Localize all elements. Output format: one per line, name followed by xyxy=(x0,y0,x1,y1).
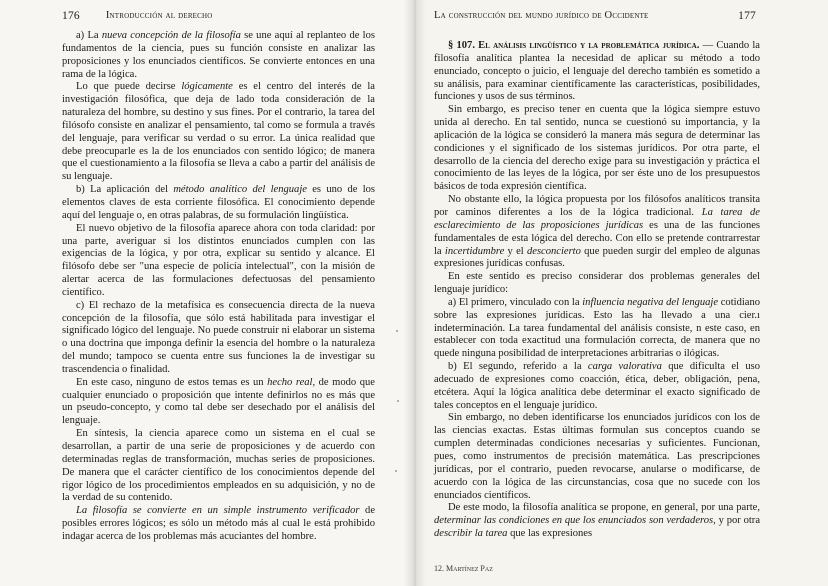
text-run: es uno de los elementos claves de esta corriente filosófica. El conocimiento depende aquí del lenguaje o, en otras palabras, de su formulación lingüística. xyxy=(62,184,375,221)
paragraph xyxy=(62,223,375,300)
running-head: Introducción al derecho xyxy=(105,10,213,21)
text-run: — Cuando la filosofía analítica plantea la necesidad de aplicar su método a todo enunciado, concepto o juicio, el lenguaje del derecho también es sometido a su análisis, para examinar científicamente las características, posibilidades, funciones y usos de sus términos. xyxy=(434,40,760,103)
text-run: y el xyxy=(504,245,527,257)
paragraph xyxy=(62,505,375,544)
paragraph xyxy=(62,81,375,184)
text-run: En este caso, ninguno de estos temas es un xyxy=(76,376,268,388)
paragraph xyxy=(434,194,760,271)
text-run: de posibles errores lógicos; es sólo un método más al cual le está prohibido indagar acerca de los problemas más acuciantes del hombre. xyxy=(62,505,376,542)
text-run: No obstante ello, la lógica propuesta por los filósofos analíticos transita por caminos diferentes a los de la lógica tradicional. xyxy=(434,194,760,218)
paragraph xyxy=(434,40,760,104)
text-run: y por otra xyxy=(715,515,760,527)
paragraph xyxy=(62,377,375,428)
section-heading: § 107. El análisis lingüístico y la problemática jurídica. xyxy=(448,40,700,51)
emphasis: método analítico del lenguaje xyxy=(173,184,307,196)
text-run: Lo que puede decirse xyxy=(76,81,182,93)
text-run: se une aquí al replanteo de los fundamentos de la ciencia, pues su función consiste en analizar las proposiciones y los enunciados científicos. Se convierte entonces en una rama de la lógica. xyxy=(62,30,375,80)
emphasis: determinar las condiciones en que los enunciados son verdaderos, xyxy=(434,515,716,527)
text-run: De este modo, la filosofía analítica se propone, en general, por una parte, xyxy=(448,502,760,514)
paragraph xyxy=(434,271,760,297)
text-run: es una de las funciones fundamentales de esta lógica del derecho. Con ello se pretende contrarrestar la xyxy=(434,219,761,257)
text-run: En este sentido es preciso considerar dos problemas generales del lenguaje jurídico: xyxy=(434,271,760,296)
emphasis: hecho real, xyxy=(267,376,316,388)
paragraph xyxy=(62,428,375,505)
emphasis: nueva concepción de la filosofía xyxy=(101,30,241,41)
text-run: que pueden surgir del empleo de algunas expresiones jurídicas confusas. xyxy=(434,245,760,270)
paragraph xyxy=(62,300,375,377)
left-page-body xyxy=(62,30,375,544)
emphasis: influencia negativa del lenguaje xyxy=(582,296,719,308)
text-run: de modo que cualquier enunciado o proposición que intente definirlos no es más que un pseudo-concepto, y como tal debe ser desechado por el análisis del lenguaje. xyxy=(62,376,375,427)
right-page-header xyxy=(434,10,756,22)
book-gutter-shadow xyxy=(404,0,426,586)
paragraph xyxy=(434,412,760,502)
emphasis: describir la tarea xyxy=(434,528,508,540)
text-run: El nuevo objetivo de la filosofía aparece ahora con toda claridad: por una parte, averiguar si los distintos enunciados cumplen con las exigencias de la lógica, y por otra, explicar su sentido y alcance. El filósofo debe ser "una especie de policía intelectual", con la misión de alertar acerca de las formulaciones defectuosas del pensamiento científico. xyxy=(62,222,375,298)
text-run: que las expresiones xyxy=(507,528,593,540)
text-run: c) El rechazo de la metafísica es consecuencia directa de la nueva concepción de la filosofía, que sólo está habilitada para investigar el significado lógico del lenguaje. No puede construir ni elaborar un sistema o una doctrina que imponga definir la esencia del hombre o la naturaleza del mundo; tampoco se cuenta entre sus funciones la de investigar su trascendencia o finalidad. xyxy=(62,299,375,375)
text-run: En síntesis, la ciencia aparece como un sistema en el cual se desarrollan, a partir de una serie de proposiciones y de acuerdo con determinadas reglas de transformación, muchas series de proposiciones. De manera que el carácter científico de los conocimientos depende del rigor lógico de los procedimientos empleados en su adquisición, y no de la verdad de su contenido. xyxy=(62,428,375,504)
text-run: Sin embargo, es preciso tener en cuenta que la lógica siempre estuvo unida al derecho. En tal sentido, nunca se cuestionó su importancia, y la aplicación de la lógica se consideró la manera más segura de determinar las condiciones y el significado de los sistemas jurídicos. Por otra parte, el desarrollo de la ciencia del derecho exige para su investigación y práctica el conocimiento de las leyes de la lógica, por ser éste uno de los presupuestos básicos de toda expresión científica. xyxy=(434,104,760,193)
emphasis: desconcierto xyxy=(526,245,581,257)
signature-footer: 12. Martínez Paz xyxy=(434,564,493,573)
scan-speck xyxy=(397,400,399,402)
right-page xyxy=(414,0,828,586)
paragraph xyxy=(434,361,760,412)
emphasis: La tarea de esclarecimiento de las proposiciones jurídicas xyxy=(434,206,760,231)
emphasis: carga valorativa xyxy=(587,361,662,373)
left-page-header xyxy=(62,10,374,22)
text-run: cotidiano sobre las expresiones jurídicas. Esto las ha llevado a una cier.ı indeterminación. La tarea fundamental del análisis consiste, n este caso, en establecer con toda exactitud una formulación correcta, de manera que no quede ninguna posibilidad de interpretaciones arbitrarias o ilógicas. xyxy=(434,296,760,360)
scan-speck xyxy=(396,330,398,332)
text-run: que dificulta el uso adecuado de expresiones como coacción, ética, deber, obligación, pena, etcétera. Aquí la lógica analítica debe determinar el exacto significado de tales conceptos en el lenguaje jurídico. xyxy=(434,361,761,411)
paragraph xyxy=(62,30,375,81)
text-run: Sin embargo, no deben identificarse los enunciados jurídicos con los de las ciencias exactas. Estas últimas formulan sus conceptos cuando se cumplen determinadas condiciones necesarias y suficientes. Funcionan, pues, como instrumentos de precisión matemática. Las prescripciones jurídicas, por el contrario, pueden revocarse, anularse o modificarse, de acuerdo con la lógica de las circunstancias, cosa que no sucede con los enunciados científicos. xyxy=(434,412,760,501)
emphasis: lógicamente xyxy=(181,81,233,93)
text-run: a) El primero, vinculado con la xyxy=(448,296,583,308)
page-number: 176 xyxy=(62,10,80,22)
right-page-body xyxy=(434,40,760,541)
text-run: es el centro del interés de la investigación filosófica, que deja de lado toda consideración de la naturaleza del hombre, su destino y sus fines. Por el contrario, la tarea del filósofo consiste en analizar el pensamiento, tal como se formula a través del lenguaje, para verificar su verdad o su error. La única realidad que debe preocuparle es la de los enunciados con sentido lógico; de manera que el cuestionamiento a la filosofía se lleva a cabo a partir del análisis de su lenguaje. xyxy=(62,81,375,183)
page-number: 177 xyxy=(738,10,756,22)
paragraph xyxy=(434,297,760,361)
paragraph xyxy=(62,184,375,223)
paragraph xyxy=(434,502,760,541)
text-run: a) La xyxy=(76,30,102,41)
running-head: La construcción del mundo jurídico de Occidente xyxy=(434,10,649,21)
scan-speck xyxy=(395,470,397,472)
paragraph xyxy=(434,104,760,194)
emphasis: incertidumbre xyxy=(444,245,505,257)
text-run: b) El segundo, referido a la xyxy=(448,361,588,373)
emphasis: La filosofía se convierte en un simple instrumento verificador xyxy=(76,505,360,517)
text-run: b) La aplicación del xyxy=(76,184,174,196)
